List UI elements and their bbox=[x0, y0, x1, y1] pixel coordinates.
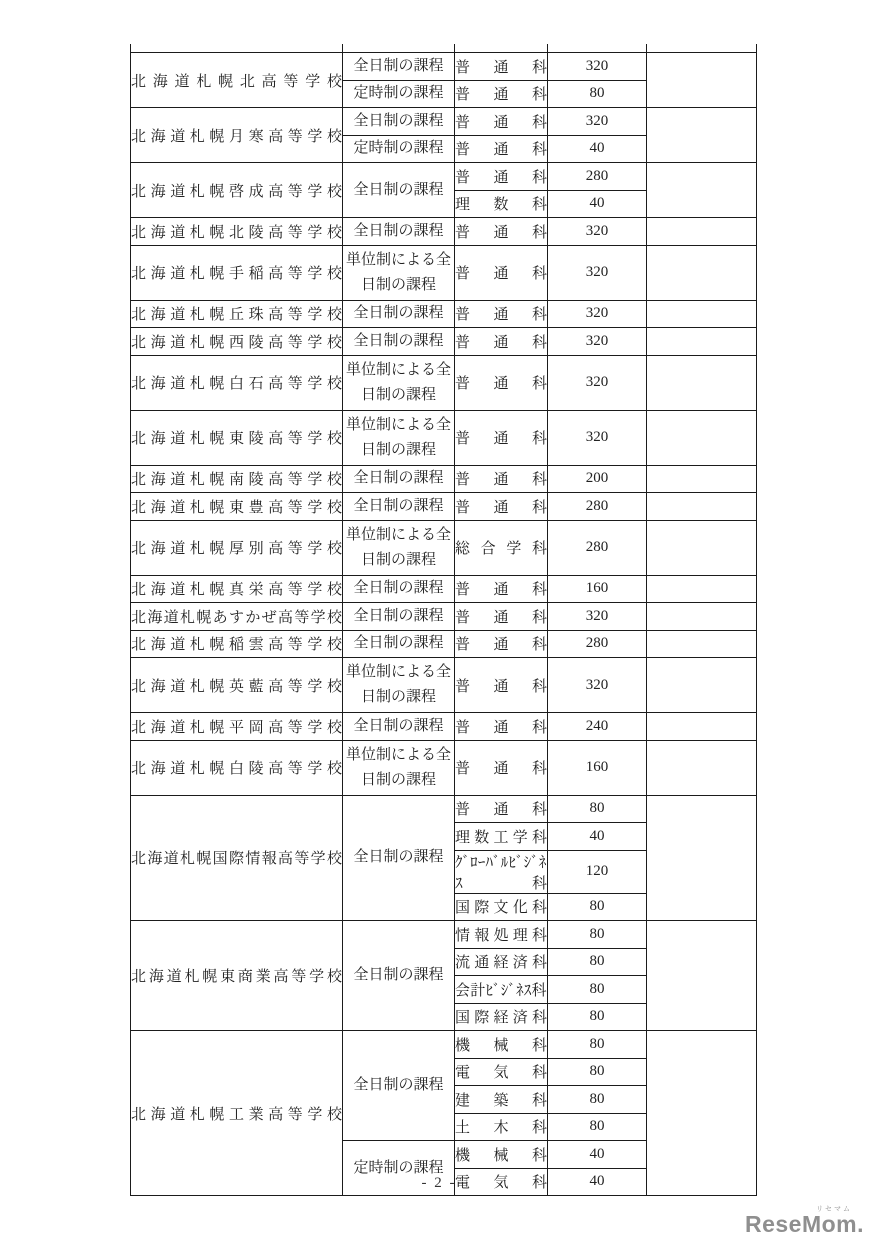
capacity-cell: 280 bbox=[548, 493, 647, 521]
course-type-cell: 単位制による全日制の課程 bbox=[343, 520, 455, 575]
remarks-cell bbox=[647, 493, 757, 521]
resemom-ruby-label: リセマム bbox=[816, 1206, 852, 1213]
table-row bbox=[131, 218, 757, 246]
remarks-cell bbox=[647, 300, 757, 328]
capacity-cell: 320 bbox=[548, 658, 647, 713]
remarks-cell bbox=[647, 740, 757, 795]
remarks-cell bbox=[647, 1031, 757, 1196]
course-type-cell: 全日制の課程 bbox=[343, 163, 455, 218]
capacity-cell bbox=[548, 44, 647, 53]
capacity-cell: 320 bbox=[548, 603, 647, 631]
course-type-cell: 全日制の課程 bbox=[343, 108, 455, 136]
course-type-cell: 全日制の課程 bbox=[343, 795, 455, 921]
table-row bbox=[131, 630, 757, 658]
department-cell: 普通科 bbox=[455, 355, 548, 410]
school-name-cell: 北海道札幌白陵高等学校 bbox=[131, 740, 343, 795]
department-cell: 流通経済科 bbox=[455, 948, 548, 976]
capacity-cell: 80 bbox=[548, 1086, 647, 1114]
school-name-cell: 北海道札幌丘珠高等学校 bbox=[131, 300, 343, 328]
capacity-cell: 80 bbox=[548, 976, 647, 1004]
table-row bbox=[131, 300, 757, 328]
department-cell: ｸﾞﾛｰﾊﾞﾙﾋﾞｼﾞﾈｽ科 bbox=[455, 850, 548, 893]
department-cell: 普通科 bbox=[455, 658, 548, 713]
course-type-cell: 全日制の課程 bbox=[343, 603, 455, 631]
school-name-cell: 北海道札幌稲雲高等学校 bbox=[131, 630, 343, 658]
table-row bbox=[131, 713, 757, 741]
school-name-cell: 北海道札幌南陵高等学校 bbox=[131, 465, 343, 493]
table-row bbox=[131, 53, 757, 81]
school-name-cell: 北海道札幌白石高等学校 bbox=[131, 355, 343, 410]
school-name-cell: 北海道札幌北陵高等学校 bbox=[131, 218, 343, 246]
remarks-cell bbox=[647, 520, 757, 575]
remarks-cell bbox=[647, 53, 757, 108]
capacity-cell: 280 bbox=[548, 630, 647, 658]
capacity-cell: 240 bbox=[548, 713, 647, 741]
capacity-cell: 280 bbox=[548, 163, 647, 191]
table-row bbox=[131, 245, 757, 300]
capacity-cell: 80 bbox=[548, 1031, 647, 1059]
department-cell: 普通科 bbox=[455, 108, 548, 136]
school-name-cell bbox=[131, 44, 343, 53]
capacity-cell: 320 bbox=[548, 300, 647, 328]
school-name-cell: 北海道札幌東陵高等学校 bbox=[131, 410, 343, 465]
course-type-cell: 全日制の課程 bbox=[343, 53, 455, 81]
table-row bbox=[131, 328, 757, 356]
table-row bbox=[131, 520, 757, 575]
course-type-cell: 全日制の課程 bbox=[343, 328, 455, 356]
course-type-cell: 定時制の課程 bbox=[343, 1141, 455, 1196]
capacity-cell: 320 bbox=[548, 410, 647, 465]
school-capacity-table bbox=[130, 44, 757, 1196]
capacity-cell: 40 bbox=[548, 190, 647, 218]
capacity-cell: 320 bbox=[548, 218, 647, 246]
school-name-cell: 北海道札幌東豊高等学校 bbox=[131, 493, 343, 521]
department-cell: 普通科 bbox=[455, 630, 548, 658]
department-cell: 普通科 bbox=[455, 218, 548, 246]
capacity-cell: 80 bbox=[548, 921, 647, 949]
course-type-cell: 全日制の課程 bbox=[343, 300, 455, 328]
remarks-cell bbox=[647, 44, 757, 53]
table-row bbox=[131, 921, 757, 949]
course-type-cell: 全日制の課程 bbox=[343, 1031, 455, 1141]
department-cell: 普通科 bbox=[455, 410, 548, 465]
department-cell: 会計ﾋﾞｼﾞﾈｽ科 bbox=[455, 976, 548, 1004]
school-name-cell: 北海道札幌国際情報高等学校 bbox=[131, 795, 343, 921]
school-name-cell: 北海道札幌平岡高等学校 bbox=[131, 713, 343, 741]
capacity-cell: 320 bbox=[548, 328, 647, 356]
capacity-cell: 80 bbox=[548, 1003, 647, 1031]
course-type-cell: 全日制の課程 bbox=[343, 493, 455, 521]
resemom-brand-text: ReseMom. bbox=[744, 1211, 864, 1237]
capacity-cell: 120 bbox=[548, 850, 647, 893]
school-name-cell: 北海道札幌手稲高等学校 bbox=[131, 245, 343, 300]
school-name-cell: 北海道札幌あすかぜ高等学校 bbox=[131, 603, 343, 631]
department-cell: 電気科 bbox=[455, 1058, 548, 1086]
remarks-cell bbox=[647, 658, 757, 713]
school-name-cell: 北海道札幌真栄高等学校 bbox=[131, 575, 343, 603]
capacity-cell: 320 bbox=[548, 108, 647, 136]
department-cell: 普通科 bbox=[455, 493, 548, 521]
school-name-cell: 北海道札幌工業高等学校 bbox=[131, 1031, 343, 1196]
capacity-cell: 80 bbox=[548, 948, 647, 976]
department-cell: 土木科 bbox=[455, 1113, 548, 1141]
capacity-cell: 320 bbox=[548, 355, 647, 410]
table-row bbox=[131, 355, 757, 410]
remarks-cell bbox=[647, 410, 757, 465]
remarks-cell bbox=[647, 245, 757, 300]
capacity-cell: 80 bbox=[548, 893, 647, 921]
course-type-cell: 単位制による全日制の課程 bbox=[343, 355, 455, 410]
school-name-cell: 北海道札幌東商業高等学校 bbox=[131, 921, 343, 1031]
course-type-cell: 全日制の課程 bbox=[343, 465, 455, 493]
remarks-cell bbox=[647, 218, 757, 246]
course-type-cell bbox=[343, 44, 455, 53]
capacity-cell: 80 bbox=[548, 1058, 647, 1086]
department-cell: 総合学科 bbox=[455, 520, 548, 575]
department-cell: 機械科 bbox=[455, 1141, 548, 1169]
remarks-cell bbox=[647, 575, 757, 603]
department-cell: 普通科 bbox=[455, 53, 548, 81]
table-row bbox=[131, 163, 757, 191]
course-type-cell: 全日制の課程 bbox=[343, 218, 455, 246]
capacity-cell: 320 bbox=[548, 53, 647, 81]
course-type-cell: 単位制による全日制の課程 bbox=[343, 740, 455, 795]
course-type-cell: 定時制の課程 bbox=[343, 135, 455, 163]
course-type-cell: 全日制の課程 bbox=[343, 713, 455, 741]
course-type-cell: 単位制による全日制の課程 bbox=[343, 245, 455, 300]
department-cell: 情報処理科 bbox=[455, 921, 548, 949]
department-cell: 普通科 bbox=[455, 575, 548, 603]
table-row bbox=[131, 493, 757, 521]
department-cell: 普通科 bbox=[455, 740, 548, 795]
table-row bbox=[131, 795, 757, 823]
capacity-cell: 40 bbox=[548, 1141, 647, 1169]
remarks-cell bbox=[647, 108, 757, 163]
school-name-cell: 北海道札幌月寒高等学校 bbox=[131, 108, 343, 163]
department-cell: 普通科 bbox=[455, 795, 548, 823]
remarks-cell bbox=[647, 355, 757, 410]
school-name-cell: 北海道札幌英藍高等学校 bbox=[131, 658, 343, 713]
department-cell bbox=[455, 44, 548, 53]
remarks-cell bbox=[647, 465, 757, 493]
remarks-cell bbox=[647, 163, 757, 218]
capacity-cell: 40 bbox=[548, 1168, 647, 1196]
remarks-cell bbox=[647, 328, 757, 356]
department-cell: 国際経済科 bbox=[455, 1003, 548, 1031]
table-clip-region bbox=[130, 44, 761, 1192]
course-type-cell: 全日制の課程 bbox=[343, 921, 455, 1031]
course-type-cell: 定時制の課程 bbox=[343, 80, 455, 108]
school-name-cell: 北海道札幌啓成高等学校 bbox=[131, 163, 343, 218]
table-row bbox=[131, 658, 757, 713]
capacity-cell: 40 bbox=[548, 135, 647, 163]
remarks-cell bbox=[647, 795, 757, 921]
capacity-cell: 280 bbox=[548, 520, 647, 575]
capacity-cell: 80 bbox=[548, 795, 647, 823]
remarks-cell bbox=[647, 921, 757, 1031]
remarks-cell bbox=[647, 630, 757, 658]
capacity-cell: 40 bbox=[548, 823, 647, 851]
department-cell: 普通科 bbox=[455, 135, 548, 163]
school-name-cell: 北海道札幌西陵高等学校 bbox=[131, 328, 343, 356]
department-cell: 電気科 bbox=[455, 1168, 548, 1196]
department-cell: 建築科 bbox=[455, 1086, 548, 1114]
department-cell: 理数科 bbox=[455, 190, 548, 218]
course-type-cell: 単位制による全日制の課程 bbox=[343, 410, 455, 465]
remarks-cell bbox=[647, 603, 757, 631]
table-row bbox=[131, 108, 757, 136]
school-name-cell: 北海道札幌厚別高等学校 bbox=[131, 520, 343, 575]
table-row bbox=[131, 603, 757, 631]
course-type-cell: 全日制の課程 bbox=[343, 575, 455, 603]
capacity-cell: 80 bbox=[548, 1113, 647, 1141]
capacity-cell: 80 bbox=[548, 80, 647, 108]
department-cell: 普通科 bbox=[455, 465, 548, 493]
department-cell: 普通科 bbox=[455, 603, 548, 631]
department-cell: 普通科 bbox=[455, 80, 548, 108]
course-type-cell: 全日制の課程 bbox=[343, 630, 455, 658]
capacity-cell: 160 bbox=[548, 575, 647, 603]
table-row-cut-top bbox=[131, 44, 757, 53]
department-cell: 普通科 bbox=[455, 163, 548, 191]
capacity-cell: 200 bbox=[548, 465, 647, 493]
resemom-logo bbox=[745, 1204, 864, 1238]
table-row bbox=[131, 465, 757, 493]
department-cell: 普通科 bbox=[455, 300, 548, 328]
table-row bbox=[131, 410, 757, 465]
department-cell: 普通科 bbox=[455, 713, 548, 741]
table-row bbox=[131, 1031, 757, 1059]
capacity-cell: 320 bbox=[548, 245, 647, 300]
table-row bbox=[131, 575, 757, 603]
course-type-cell: 単位制による全日制の課程 bbox=[343, 658, 455, 713]
department-cell: 理数工学科 bbox=[455, 823, 548, 851]
department-cell: 普通科 bbox=[455, 245, 548, 300]
department-cell: 国際文化科 bbox=[455, 893, 548, 921]
department-cell: 機械科 bbox=[455, 1031, 548, 1059]
page-number: - 2 - bbox=[421, 1175, 457, 1191]
capacity-cell: 160 bbox=[548, 740, 647, 795]
school-name-cell: 北海道札幌北高等学校 bbox=[131, 53, 343, 108]
department-cell: 普通科 bbox=[455, 328, 548, 356]
remarks-cell bbox=[647, 713, 757, 741]
table-row bbox=[131, 740, 757, 795]
